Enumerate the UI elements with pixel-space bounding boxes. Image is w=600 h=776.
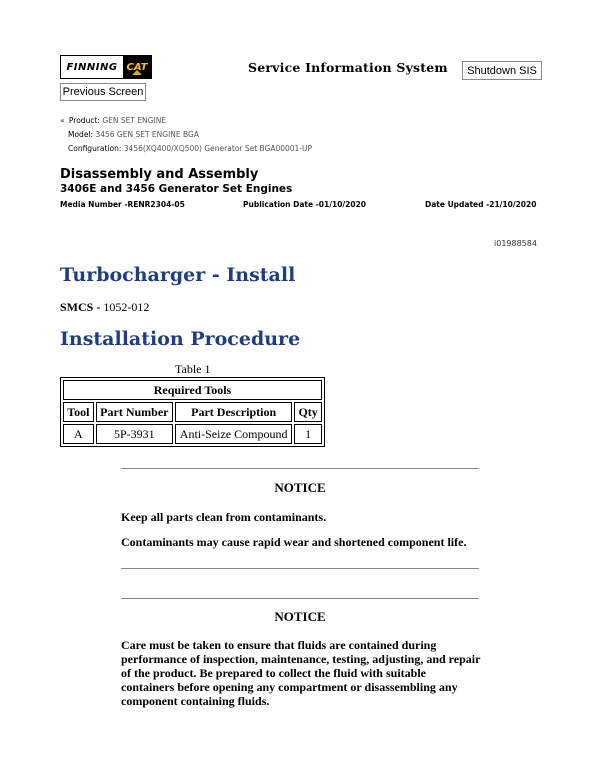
column-header-part-description: Part Description xyxy=(175,402,292,422)
column-header-part-number: Part Number xyxy=(96,402,173,422)
logo-finning-text: FINNING xyxy=(61,56,123,78)
date-updated: Date Updated -21/10/2020 xyxy=(425,200,537,209)
smcs-value: 1052-012 xyxy=(103,300,150,314)
notice-divider-top xyxy=(121,468,479,469)
notice-title: NOTICE xyxy=(274,480,326,495)
table-caption: Table 1 xyxy=(175,362,211,376)
media-number: Media Number -RENR2304-05 xyxy=(60,200,185,209)
notice-text: Keep all parts clean from contaminants. xyxy=(121,510,327,524)
product-value: GEN SET ENGINE xyxy=(102,116,167,125)
notice-text: Care must be taken to ensure that fluids are contained during performance of inspection, maintenance, testing, adjusting, and repair of the product. Be prepared to collect the fluid with suitable containers before opening any compartment or disassembling any component containing fluids. xyxy=(121,638,481,708)
shutdown-sis-button[interactable]: Shutdown SIS xyxy=(462,61,542,80)
previous-screen-button[interactable]: Previous Screen xyxy=(60,83,146,101)
cell-part-number: 5P-3931 xyxy=(96,424,173,444)
cat-triangle-icon xyxy=(132,70,142,75)
cell-tool: A xyxy=(63,424,94,444)
document-title: Disassembly and Assembly xyxy=(60,167,259,182)
notice-text: Contaminants may cause rapid wear and shortened component life. xyxy=(121,535,467,549)
required-tools-table xyxy=(60,377,325,447)
logo-cat-label: CAT xyxy=(126,61,148,73)
notice-divider-bottom xyxy=(121,568,479,569)
configuration-info xyxy=(68,144,312,153)
notice-divider-top xyxy=(121,598,479,599)
cell-part-description: Anti-Seize Compound xyxy=(175,424,292,444)
model-value: 3456 GEN SET ENGINE BGA xyxy=(95,130,199,139)
smcs-label: SMCS - xyxy=(60,300,101,314)
double-chevron-left-icon[interactable]: « xyxy=(60,116,65,125)
product-key: Product: xyxy=(68,116,100,125)
cell-qty: 1 xyxy=(294,424,322,444)
logo-cat-text xyxy=(123,56,151,78)
document-subtitle: 3406E and 3456 Generator Set Engines xyxy=(60,183,293,195)
product-info xyxy=(60,116,166,125)
section-heading: Installation Procedure xyxy=(60,328,301,350)
configuration-key: Configuration: xyxy=(68,144,122,153)
publication-date: Publication Date -01/10/2020 xyxy=(243,200,367,209)
model-key: Model: xyxy=(68,130,94,139)
model-info xyxy=(68,130,199,139)
table-row xyxy=(63,424,322,444)
page-heading: Turbocharger - Install xyxy=(60,264,296,286)
image-id: i01988584 xyxy=(494,239,537,248)
column-header-tool: Tool xyxy=(63,402,94,422)
finning-cat-logo xyxy=(60,55,152,79)
notice-title: NOTICE xyxy=(274,609,326,624)
configuration-value: 3456(XQ400/XQ500) Generator Set BGA00001-UP xyxy=(123,144,313,153)
sis-title: Service Information System xyxy=(248,60,448,75)
column-header-qty: Qty xyxy=(294,402,322,422)
smcs-code xyxy=(60,300,149,315)
table-title: Required Tools xyxy=(63,380,322,400)
